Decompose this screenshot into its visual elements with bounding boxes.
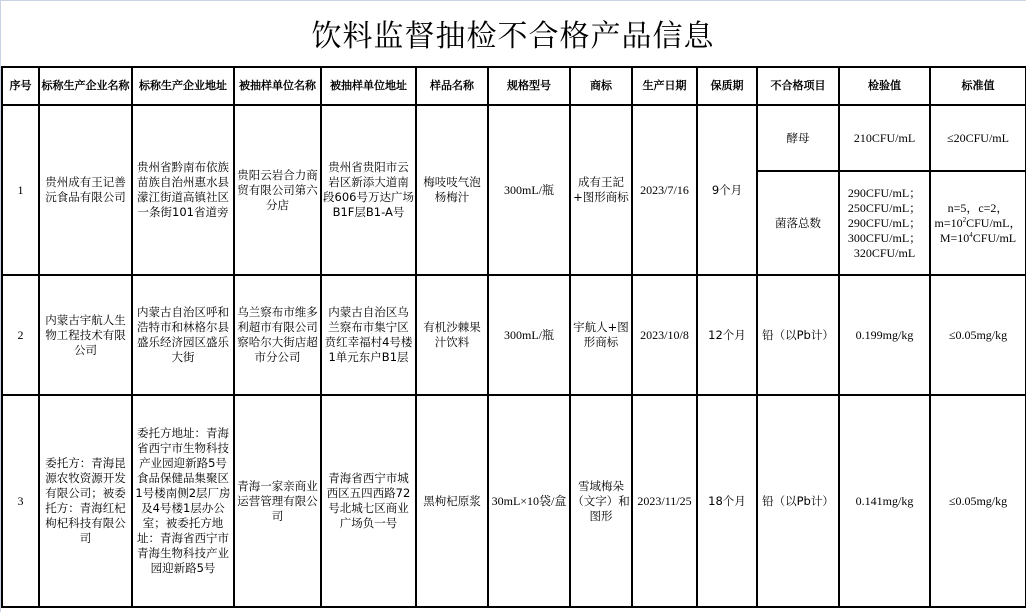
- standard-value-line: n=5，c=2，: [947, 200, 1009, 215]
- cell-manufacturer: 贵州成有王记善沅食品有限公司: [39, 105, 132, 275]
- header-sampled-unit-address: 被抽样单位地址: [321, 67, 416, 105]
- cell-failed-item: 铅（以Pb计）: [757, 275, 839, 395]
- cell-product-name: 梅吱吱气泡杨梅汁: [416, 105, 488, 275]
- cell-trademark: 成有王記+图形商标: [570, 105, 632, 275]
- cell-sampled-unit-address: 青海省西宁市城西区五四西路72号北城七区商业广场负一号: [321, 395, 416, 607]
- cell-failed-item: 铅（以Pb计）: [757, 395, 839, 607]
- table-row: [2, 105, 1026, 171]
- cell-product-name: 黑枸杞原浆: [416, 395, 488, 607]
- cell-standard-value: ≤0.05mg/kg: [930, 395, 1026, 607]
- header-index: 序号: [2, 67, 39, 105]
- cell-test-value: 0.199mg/kg: [839, 275, 930, 395]
- header-failed-item: 不合格项目: [757, 67, 839, 105]
- cell-index: 3: [2, 395, 39, 607]
- table-row: [2, 275, 1026, 395]
- cell-test-value: 210CFU/mL: [839, 105, 930, 171]
- cell-sampled-unit: 贵阳云岩合力商贸有限公司第六分店: [234, 105, 321, 275]
- table-header-row: [2, 67, 1026, 105]
- cell-spec: 300mL/瓶: [488, 105, 570, 275]
- header-shelf-life: 保质期: [697, 67, 757, 105]
- cell-standard-value: ≤20CFU/mL: [930, 105, 1026, 171]
- cell-trademark: 雪域梅朵（文字）和图形: [570, 395, 632, 607]
- cell-index: 1: [2, 105, 39, 275]
- cell-standard-value: [930, 171, 1026, 275]
- standard-value-line: $m=10^2CFU/mL$，: [934, 215, 1022, 230]
- cell-sampled-unit: 乌兰察布市维多利超市有限公司察哈尔大街店超市分公司: [234, 275, 321, 395]
- cell-manufacturer-address: 委托方地址：青海省西宁市生物科技产业园迎新路5号食品保健品集聚区1号楼南侧2层厂房及4号楼1层办公室；被委托方地址：青海省西宁市青海生物科技产业园迎新路5号: [132, 395, 234, 607]
- cell-spec: 30mL×10袋/盒: [488, 395, 570, 607]
- cell-test-value: 0.141mg/kg: [839, 395, 930, 607]
- cell-manufacturer-address: 贵州省黔南布依族苗族自治州惠水县濛江街道高镇社区一条街101省道旁: [132, 105, 234, 275]
- test-value-line: 320CFU/mL: [853, 245, 916, 260]
- cell-sampled-unit-address: 贵州省贵阳市云岩区新添大道南段606号万达广场B1F层B1-A号: [321, 105, 416, 275]
- cell-manufacturer-address: 内蒙古自治区呼和浩特市和林格尔县盛乐经济园区盛乐大街: [132, 275, 234, 395]
- test-value-line: 290CFU/mL；: [847, 215, 922, 230]
- test-value-line: 300CFU/mL；: [847, 230, 922, 245]
- header-production-date: 生产日期: [632, 67, 697, 105]
- page-title: 饮料监督抽检不合格产品信息: [311, 19, 715, 54]
- cell-product-name: 有机沙棘果汁饮料: [416, 275, 488, 395]
- table-row: [2, 395, 1026, 607]
- cell-trademark: 宇航人+图形商标: [570, 275, 632, 395]
- cell-sampled-unit: 青海一家亲商业运营管理有限公司: [234, 395, 321, 607]
- standard-value-line: $M=10^4CFU/mL$: [939, 230, 1017, 245]
- cell-failed-item: 酵母: [757, 105, 839, 171]
- cell-index: 2: [2, 275, 39, 395]
- cell-sampled-unit-address: 内蒙古自治区乌兰察布市集宁区贲红幸福村4号楼1单元东户B1层: [321, 275, 416, 395]
- cell-failed-item: 菌落总数: [757, 171, 839, 275]
- noncompliant-products-table: [1, 66, 1026, 608]
- cell-manufacturer: 内蒙古宇航人生物工程技术有限公司: [39, 275, 132, 395]
- header-test-value: 检验值: [839, 67, 930, 105]
- cell-production-date: 2023/11/25: [632, 395, 697, 607]
- header-spec: 规格型号: [488, 67, 570, 105]
- header-sampled-unit: 被抽样单位名称: [234, 67, 321, 105]
- cell-shelf-life: 9个月: [697, 105, 757, 275]
- cell-spec: 300mL/瓶: [488, 275, 570, 395]
- test-value-line: 250CFU/mL；: [847, 200, 922, 215]
- cell-manufacturer: 委托方：青海昆源农牧资源开发有限公司；被委托方：青海红杞枸杞科技有限公司: [39, 395, 132, 607]
- cell-production-date: 2023/10/8: [632, 275, 697, 395]
- test-value-line: 290CFU/mL；: [847, 185, 922, 200]
- cell-standard-value: ≤0.05mg/kg: [930, 275, 1026, 395]
- cell-production-date: 2023/7/16: [632, 105, 697, 275]
- header-manufacturer-address: 标称生产企业地址: [132, 67, 234, 105]
- header-product-name: 样品名称: [416, 67, 488, 105]
- header-manufacturer: 标称生产企业名称: [39, 67, 132, 105]
- header-standard-value: 标准值: [930, 67, 1026, 105]
- cell-shelf-life: 18个月: [697, 395, 757, 607]
- cell-test-value: [839, 171, 930, 275]
- header-trademark: 商标: [570, 67, 632, 105]
- cell-shelf-life: 12个月: [697, 275, 757, 395]
